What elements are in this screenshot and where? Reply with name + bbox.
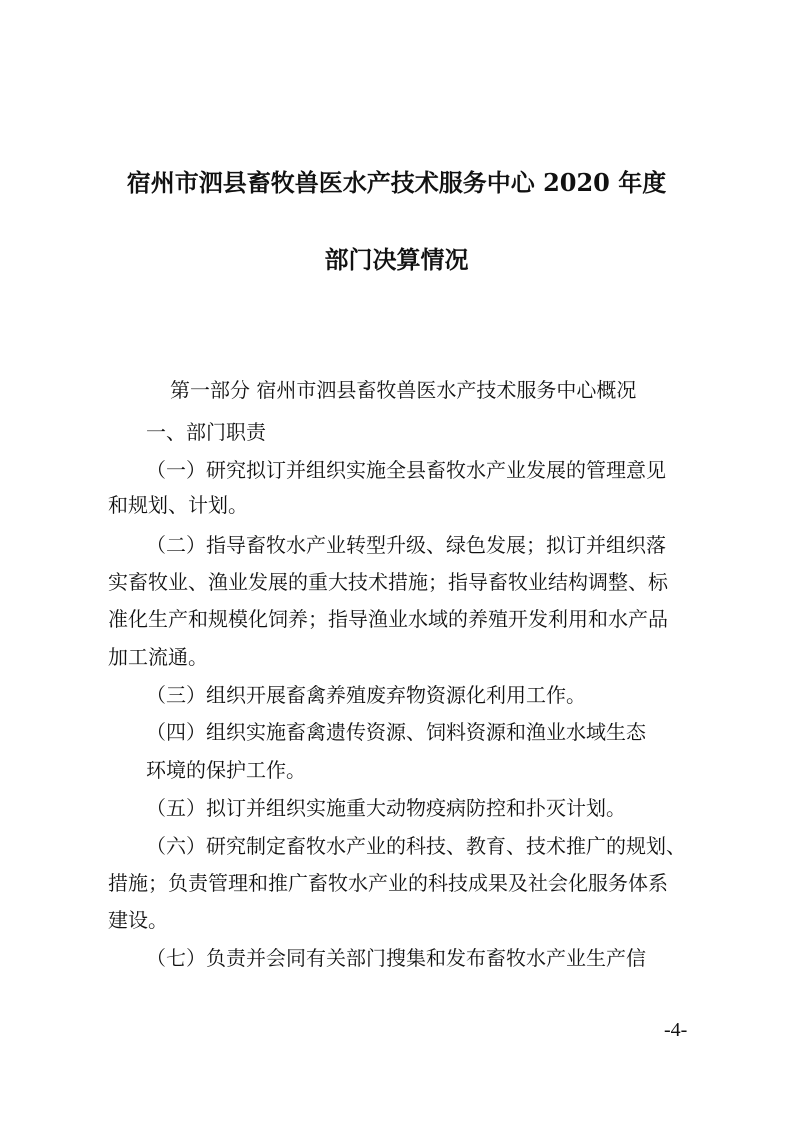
body-line: （四）组织实施畜禽遗传资源、饲料资源和渔业水域生态 — [146, 720, 646, 744]
document-title-line-1: 宿州市泗县畜牧兽医水产技术服务中心 2020 年度 — [126, 168, 667, 197]
body-line: （一）研究拟订并组织实施全县畜牧水产业发展的管理意见 — [146, 458, 666, 482]
section-heading: 第一部分 宿州市泗县畜牧兽医水产技术服务中心概况 — [170, 378, 637, 402]
body-line: （七）负责并会同有关部门搜集和发布畜牧水产业生产信 — [146, 946, 646, 970]
document-title-line-2: 部门决算情况 — [324, 245, 469, 274]
page-number: -4- — [664, 1019, 688, 1041]
body-line: 加工流通。 — [108, 645, 208, 669]
body-line: 和规划、计划。 — [108, 493, 248, 517]
body-line: （三）组织开展畜禽养殖废弃物资源化利用工作。 — [146, 683, 586, 707]
body-line: 实畜牧业、渔业发展的重大技术措施；指导畜牧业结构调整、标 — [108, 570, 668, 594]
body-line: （六）研究制定畜牧水产业的科技、教育、技术推广的规划、 — [146, 834, 686, 858]
body-line: 措施；负责管理和推广畜牧水产业的科技成果及社会化服务体系 — [108, 871, 668, 895]
body-line: 建设。 — [108, 908, 168, 932]
subheading-department-duties: 一、部门职责 — [146, 420, 266, 444]
body-line: 准化生产和规模化饲养；指导渔业水域的养殖开发利用和水产品 — [108, 607, 668, 631]
body-line: 环境的保护工作。 — [146, 758, 306, 782]
body-line: （二）指导畜牧水产业转型升级、绿色发展；拟订并组织落 — [146, 533, 666, 557]
body-line: （五）拟订并组织实施重大动物疫病防控和扑灭计划。 — [146, 796, 626, 820]
